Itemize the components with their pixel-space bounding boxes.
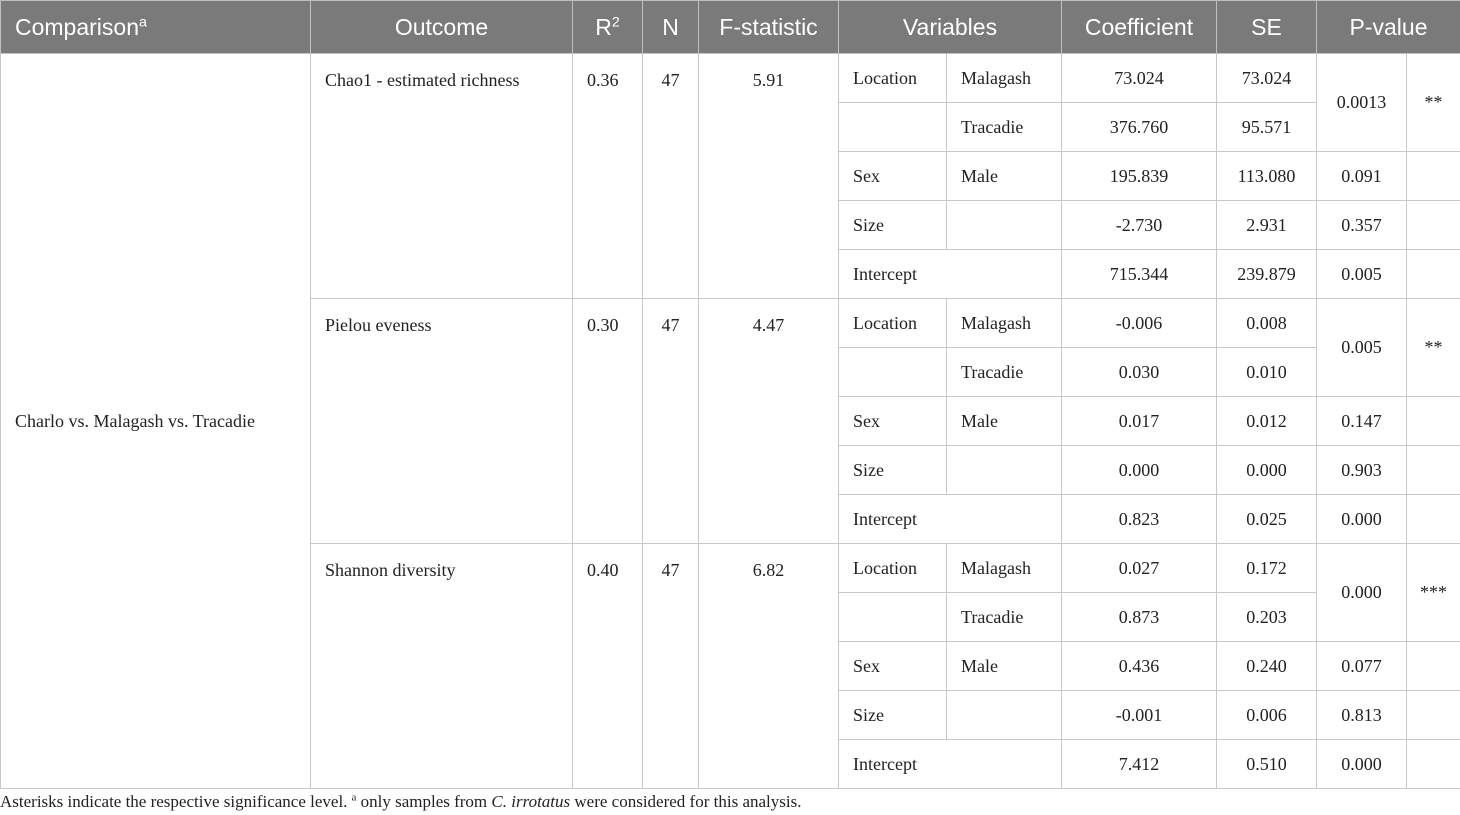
level-cell: Male — [947, 642, 1062, 691]
outcome-cell: Pielou eveness — [311, 299, 573, 544]
level-cell: Tracadie — [947, 348, 1062, 397]
coefficient-cell: 376.760 — [1062, 103, 1217, 152]
r2-cell: 0.40 — [573, 544, 643, 789]
se-cell: 0.000 — [1217, 446, 1317, 495]
coefficient-cell: 715.344 — [1062, 250, 1217, 299]
outcome-cell: Chao1 - estimated richness — [311, 54, 573, 299]
level-cell: Malagash — [947, 544, 1062, 593]
p-value-cell: 0.357 — [1317, 201, 1407, 250]
p-value-cell: 0.000 — [1317, 495, 1407, 544]
coefficient-cell: 0.030 — [1062, 348, 1217, 397]
coefficient-cell: 0.017 — [1062, 397, 1217, 446]
significance-cell — [1407, 397, 1460, 446]
header-n: N — [643, 1, 699, 54]
coefficient-cell: -2.730 — [1062, 201, 1217, 250]
se-cell: 0.510 — [1217, 740, 1317, 789]
variable-cell: Intercept — [839, 740, 1062, 789]
outcome-cell: Shannon diversity — [311, 544, 573, 789]
significance-cell — [1407, 201, 1460, 250]
header-se: SE — [1217, 1, 1317, 54]
se-cell: 0.240 — [1217, 642, 1317, 691]
significance-cell — [1407, 495, 1460, 544]
variable-cell: Size — [839, 446, 947, 495]
level-cell: Tracadie — [947, 103, 1062, 152]
f-statistic-cell: 6.82 — [699, 544, 839, 789]
se-cell: 239.879 — [1217, 250, 1317, 299]
species-name: C. irrotatus — [491, 792, 571, 811]
variable-cell: Intercept — [839, 250, 1062, 299]
variable-cell: Location — [839, 544, 947, 593]
header-comparison: Comparison$^a$ — [1, 1, 311, 54]
se-cell: 95.571 — [1217, 103, 1317, 152]
se-cell: 0.012 — [1217, 397, 1317, 446]
significance-cell — [1407, 152, 1460, 201]
coefficient-cell: 73.024 — [1062, 54, 1217, 103]
variable-cell: Intercept — [839, 495, 1062, 544]
significance-cell — [1407, 446, 1460, 495]
comparison-cell: Charlo vs. Malagash vs. Tracadie — [1, 54, 311, 789]
p-value-cell: 0.000 — [1317, 740, 1407, 789]
variable-cell: Sex — [839, 642, 947, 691]
significance-cell: ** — [1407, 299, 1460, 397]
p-value-cell: 0.005 — [1317, 299, 1407, 397]
se-cell: 0.006 — [1217, 691, 1317, 740]
significance-cell — [1407, 691, 1460, 740]
se-cell: 0.008 — [1217, 299, 1317, 348]
n-cell: 47 — [643, 544, 699, 789]
header-outcome: Outcome — [311, 1, 573, 54]
p-value-cell: 0.903 — [1317, 446, 1407, 495]
coefficient-cell: 0.027 — [1062, 544, 1217, 593]
p-value-cell: 0.813 — [1317, 691, 1407, 740]
significance-cell: ** — [1407, 54, 1460, 152]
coefficient-cell: -0.001 — [1062, 691, 1217, 740]
level-cell — [947, 446, 1062, 495]
r2-cell: 0.36 — [573, 54, 643, 299]
variable-cell: Size — [839, 691, 947, 740]
header-coefficient: Coefficient — [1062, 1, 1217, 54]
header-f-statistic: F-statistic — [699, 1, 839, 54]
header-p-value: P-value — [1317, 1, 1460, 54]
table-footnote: Asterisks indicate the respective significance level. $^a$ only samples from C. irrotatus were considered for this analysis. — [0, 792, 802, 811]
coefficient-cell: 0.823 — [1062, 495, 1217, 544]
level-cell: Male — [947, 397, 1062, 446]
significance-cell — [1407, 740, 1460, 789]
n-cell: 47 — [643, 54, 699, 299]
coefficient-cell: 0.436 — [1062, 642, 1217, 691]
level-cell: Malagash — [947, 54, 1062, 103]
f-statistic-cell: 5.91 — [699, 54, 839, 299]
significance-cell — [1407, 250, 1460, 299]
variable-cell: Sex — [839, 152, 947, 201]
variable-cell: Size — [839, 201, 947, 250]
coefficient-cell: 7.412 — [1062, 740, 1217, 789]
variable-cell: Sex — [839, 397, 947, 446]
se-cell: 0.010 — [1217, 348, 1317, 397]
f-statistic-cell: 4.47 — [699, 299, 839, 544]
variable-cell — [839, 103, 947, 152]
p-value-cell: 0.091 — [1317, 152, 1407, 201]
significance-cell: *** — [1407, 544, 1460, 642]
coefficient-cell: 0.873 — [1062, 593, 1217, 642]
header-r2: $R^2$ — [573, 1, 643, 54]
variable-cell — [839, 593, 947, 642]
coefficient-cell: 0.000 — [1062, 446, 1217, 495]
p-value-cell: 0.077 — [1317, 642, 1407, 691]
level-cell: Malagash — [947, 299, 1062, 348]
level-cell: Male — [947, 152, 1062, 201]
variable-cell: Location — [839, 299, 947, 348]
level-cell: Tracadie — [947, 593, 1062, 642]
n-cell: 47 — [643, 299, 699, 544]
level-cell — [947, 691, 1062, 740]
se-cell: 113.080 — [1217, 152, 1317, 201]
se-cell: 0.025 — [1217, 495, 1317, 544]
se-cell: 2.931 — [1217, 201, 1317, 250]
header-variables: Variables — [839, 1, 1062, 54]
p-value-cell: 0.005 — [1317, 250, 1407, 299]
p-value-cell: 0.0013 — [1317, 54, 1407, 152]
coefficient-cell: -0.006 — [1062, 299, 1217, 348]
p-value-cell: 0.000 — [1317, 544, 1407, 642]
se-cell: 0.172 — [1217, 544, 1317, 593]
coefficient-cell: 195.839 — [1062, 152, 1217, 201]
header-row — [1, 1, 1460, 54]
variable-cell: Location — [839, 54, 947, 103]
variable-cell — [839, 348, 947, 397]
p-value-cell: 0.147 — [1317, 397, 1407, 446]
significance-cell — [1407, 642, 1460, 691]
level-cell — [947, 201, 1062, 250]
table-row — [1, 54, 1460, 103]
se-cell: 0.203 — [1217, 593, 1317, 642]
r2-cell: 0.30 — [573, 299, 643, 544]
se-cell: 73.024 — [1217, 54, 1317, 103]
